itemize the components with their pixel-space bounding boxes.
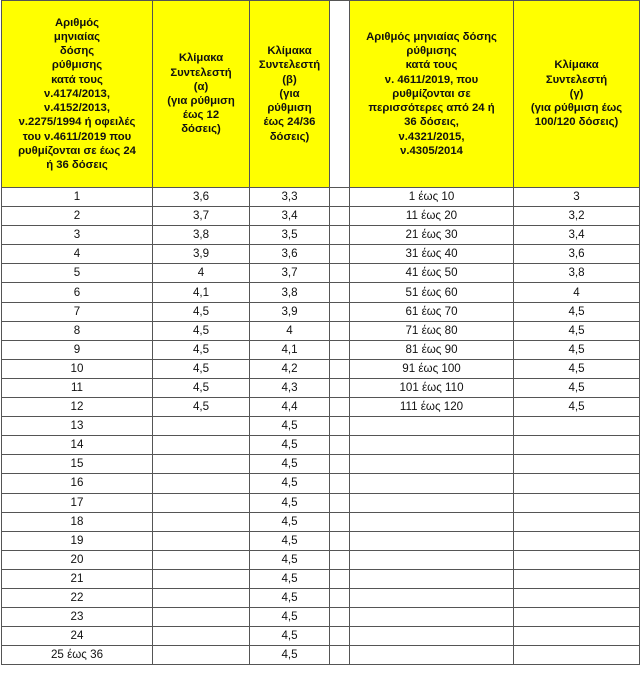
coefficient-c-cell: 3,2 [514, 207, 640, 226]
installment-range-cell [350, 550, 514, 569]
table-row [2, 302, 640, 321]
installment-number-cell: 14 [2, 436, 153, 455]
coefficient-a-cell [153, 588, 250, 607]
coefficient-b-cell: 3,4 [250, 207, 330, 226]
coefficient-b-cell: 4,5 [250, 474, 330, 493]
coefficient-a-cell: 4,5 [153, 398, 250, 417]
installment-number-cell: 10 [2, 359, 153, 378]
installment-range-cell: 51 έως 60 [350, 283, 514, 302]
spacer-cell [330, 321, 350, 340]
spacer-cell [330, 398, 350, 417]
coefficient-c-cell [514, 436, 640, 455]
coefficient-b-cell: 4,5 [250, 531, 330, 550]
installment-number-cell: 20 [2, 550, 153, 569]
coefficient-c-cell [514, 646, 640, 665]
table-row [2, 188, 640, 207]
coefficient-b-cell: 4,5 [250, 512, 330, 531]
coefficient-a-cell [153, 417, 250, 436]
coefficient-a-cell: 4,5 [153, 340, 250, 359]
coefficient-a-cell [153, 531, 250, 550]
installment-number-cell: 24 [2, 627, 153, 646]
coefficient-c-cell [514, 417, 640, 436]
coefficient-c-cell: 3 [514, 188, 640, 207]
installment-range-cell [350, 531, 514, 550]
installment-number-cell: 1 [2, 188, 153, 207]
coefficient-a-cell [153, 474, 250, 493]
spacer-cell [330, 340, 350, 359]
installment-range-cell [350, 436, 514, 455]
spacer-cell [330, 531, 350, 550]
header-installment-number-c: Αριθμός μηνιαίας δόσης ρύθμισης κατά τους ν. 4611/2019, που ρυθμίζονται σε περισσότερες από 24 ή 36 δόσεις, ν.4321/2015, ν.4305/2014 [350, 1, 514, 188]
coefficient-b-cell: 3,7 [250, 264, 330, 283]
table-row [2, 627, 640, 646]
coefficient-a-cell: 3,8 [153, 226, 250, 245]
table-row [2, 569, 640, 588]
spacer-cell [330, 378, 350, 397]
installment-range-cell: 1 έως 10 [350, 188, 514, 207]
coefficient-a-cell [153, 493, 250, 512]
coefficient-c-cell [514, 455, 640, 474]
spacer-cell [330, 646, 350, 665]
coefficient-c-cell: 4 [514, 283, 640, 302]
coefficient-a-cell: 3,6 [153, 188, 250, 207]
coefficient-a-cell [153, 512, 250, 531]
coefficient-c-cell: 4,5 [514, 302, 640, 321]
coefficient-b-cell: 4,1 [250, 340, 330, 359]
installment-number-cell: 8 [2, 321, 153, 340]
installment-number-cell: 17 [2, 493, 153, 512]
installment-range-cell [350, 608, 514, 627]
installment-range-cell [350, 455, 514, 474]
coefficient-a-cell: 3,9 [153, 245, 250, 264]
coefficient-c-cell [514, 474, 640, 493]
coefficient-c-cell: 3,6 [514, 245, 640, 264]
installment-number-cell: 21 [2, 569, 153, 588]
coefficient-b-cell: 4,5 [250, 608, 330, 627]
installment-range-cell [350, 646, 514, 665]
installment-range-cell [350, 569, 514, 588]
table-row [2, 359, 640, 378]
spacer-cell [330, 588, 350, 607]
installment-range-cell [350, 474, 514, 493]
coefficient-b-cell: 3,9 [250, 302, 330, 321]
header-spacer [330, 1, 350, 188]
coefficient-c-cell [514, 550, 640, 569]
coefficient-a-cell [153, 569, 250, 588]
coefficient-a-cell: 4,5 [153, 321, 250, 340]
spacer-cell [330, 627, 350, 646]
coefficient-a-cell [153, 550, 250, 569]
installment-range-cell: 91 έως 100 [350, 359, 514, 378]
installment-range-cell: 81 έως 90 [350, 340, 514, 359]
installment-number-cell: 22 [2, 588, 153, 607]
coefficient-c-cell: 3,4 [514, 226, 640, 245]
header-coefficient-a: Κλίμακα Συντελεστή (α) (για ρύθμιση έως 12 δόσεις) [153, 1, 250, 188]
table-header [2, 1, 640, 188]
installment-number-cell: 11 [2, 378, 153, 397]
coefficient-b-cell: 4,5 [250, 646, 330, 665]
coefficient-table [1, 0, 640, 665]
coefficient-a-cell: 4,5 [153, 378, 250, 397]
table-row [2, 226, 640, 245]
spacer-cell [330, 455, 350, 474]
coefficient-a-cell: 4,5 [153, 302, 250, 321]
coefficient-a-cell [153, 436, 250, 455]
installment-number-cell: 9 [2, 340, 153, 359]
coefficient-a-cell [153, 646, 250, 665]
coefficient-b-cell: 4,5 [250, 493, 330, 512]
spacer-cell [330, 264, 350, 283]
table-row [2, 378, 640, 397]
coefficient-c-cell: 4,5 [514, 359, 640, 378]
coefficient-c-cell: 4,5 [514, 378, 640, 397]
installment-number-cell: 6 [2, 283, 153, 302]
installment-range-cell: 71 έως 80 [350, 321, 514, 340]
spacer-cell [330, 417, 350, 436]
installment-number-cell: 16 [2, 474, 153, 493]
installment-range-cell [350, 512, 514, 531]
installment-range-cell: 21 έως 30 [350, 226, 514, 245]
spacer-cell [330, 302, 350, 321]
header-coefficient-b: Κλίμακα Συντελεστή (β) (για ρύθμιση έως 24/36 δόσεις) [250, 1, 330, 188]
coefficient-c-cell [514, 627, 640, 646]
table-row [2, 474, 640, 493]
coefficient-c-cell [514, 531, 640, 550]
spacer-cell [330, 608, 350, 627]
header-coefficient-c: Κλίμακα Συντελεστή (γ) (για ρύθμιση έως 100/120 δόσεις) [514, 1, 640, 188]
coefficient-b-cell: 4,5 [250, 417, 330, 436]
spacer-cell [330, 207, 350, 226]
installment-number-cell: 12 [2, 398, 153, 417]
installment-number-cell: 23 [2, 608, 153, 627]
coefficient-b-cell: 3,8 [250, 283, 330, 302]
coefficient-b-cell: 4,5 [250, 569, 330, 588]
coefficient-b-cell: 4,5 [250, 627, 330, 646]
installment-number-cell: 5 [2, 264, 153, 283]
table-row [2, 455, 640, 474]
installment-range-cell [350, 493, 514, 512]
table-row [2, 588, 640, 607]
installment-range-cell: 61 έως 70 [350, 302, 514, 321]
table-row [2, 646, 640, 665]
installment-range-cell: 111 έως 120 [350, 398, 514, 417]
table-row [2, 321, 640, 340]
installment-range-cell [350, 588, 514, 607]
installment-number-cell: 19 [2, 531, 153, 550]
table-row [2, 264, 640, 283]
installment-number-cell: 13 [2, 417, 153, 436]
coefficient-b-cell: 4,3 [250, 378, 330, 397]
table-row [2, 398, 640, 417]
spacer-cell [330, 493, 350, 512]
spacer-cell [330, 188, 350, 207]
coefficient-c-cell [514, 493, 640, 512]
installment-number-cell: 3 [2, 226, 153, 245]
installment-number-cell: 2 [2, 207, 153, 226]
coefficient-b-cell: 4,5 [250, 436, 330, 455]
installment-range-cell: 31 έως 40 [350, 245, 514, 264]
coefficient-a-cell: 4,1 [153, 283, 250, 302]
table-row [2, 493, 640, 512]
spacer-cell [330, 359, 350, 378]
coefficient-b-cell: 4 [250, 321, 330, 340]
installment-number-cell: 7 [2, 302, 153, 321]
coefficient-c-cell: 4,5 [514, 398, 640, 417]
coefficient-a-cell [153, 608, 250, 627]
coefficient-a-cell [153, 455, 250, 474]
installment-range-cell: 11 έως 20 [350, 207, 514, 226]
coefficient-b-cell: 4,4 [250, 398, 330, 417]
installment-number-cell: 4 [2, 245, 153, 264]
spacer-cell [330, 569, 350, 588]
table-row [2, 283, 640, 302]
spacer-cell [330, 550, 350, 569]
installment-number-cell: 15 [2, 455, 153, 474]
installment-range-cell: 101 έως 110 [350, 378, 514, 397]
spacer-cell [330, 436, 350, 455]
coefficient-c-cell [514, 608, 640, 627]
coefficient-b-cell: 4,2 [250, 359, 330, 378]
coefficient-c-cell [514, 512, 640, 531]
coefficient-c-cell: 4,5 [514, 321, 640, 340]
spacer-cell [330, 474, 350, 493]
coefficient-a-cell: 3,7 [153, 207, 250, 226]
table-row [2, 207, 640, 226]
installment-number-cell: 18 [2, 512, 153, 531]
coefficient-b-cell: 3,5 [250, 226, 330, 245]
installment-range-cell [350, 627, 514, 646]
coefficient-b-cell: 3,6 [250, 245, 330, 264]
table-row [2, 245, 640, 264]
coefficient-b-cell: 3,3 [250, 188, 330, 207]
coefficient-c-cell: 4,5 [514, 340, 640, 359]
installment-range-cell: 41 έως 50 [350, 264, 514, 283]
coefficient-b-cell: 4,5 [250, 455, 330, 474]
coefficient-b-cell: 4,5 [250, 588, 330, 607]
coefficient-a-cell [153, 627, 250, 646]
spacer-cell [330, 283, 350, 302]
coefficient-a-cell: 4 [153, 264, 250, 283]
table-row [2, 531, 640, 550]
coefficient-c-cell: 3,8 [514, 264, 640, 283]
coefficient-c-cell [514, 569, 640, 588]
coefficient-a-cell: 4,5 [153, 359, 250, 378]
coefficient-c-cell [514, 588, 640, 607]
installment-number-cell: 25 έως 36 [2, 646, 153, 665]
spacer-cell [330, 512, 350, 531]
table-row [2, 340, 640, 359]
table-row [2, 608, 640, 627]
table-row [2, 417, 640, 436]
coefficient-b-cell: 4,5 [250, 550, 330, 569]
installment-range-cell [350, 417, 514, 436]
table-row [2, 512, 640, 531]
table-body [2, 188, 640, 665]
spacer-cell [330, 226, 350, 245]
spacer-cell [330, 245, 350, 264]
table-row [2, 436, 640, 455]
header-installment-number-a: Αριθμός μηνιαίας δόσης ρύθμισης κατά τους ν.4174/2013, ν.4152/2013, ν.2275/1994 ή οφειλές του ν.4611/2019 που ρυθμίζονται σε έως 24 ή 36 δόσεις [2, 1, 153, 188]
table-row [2, 550, 640, 569]
